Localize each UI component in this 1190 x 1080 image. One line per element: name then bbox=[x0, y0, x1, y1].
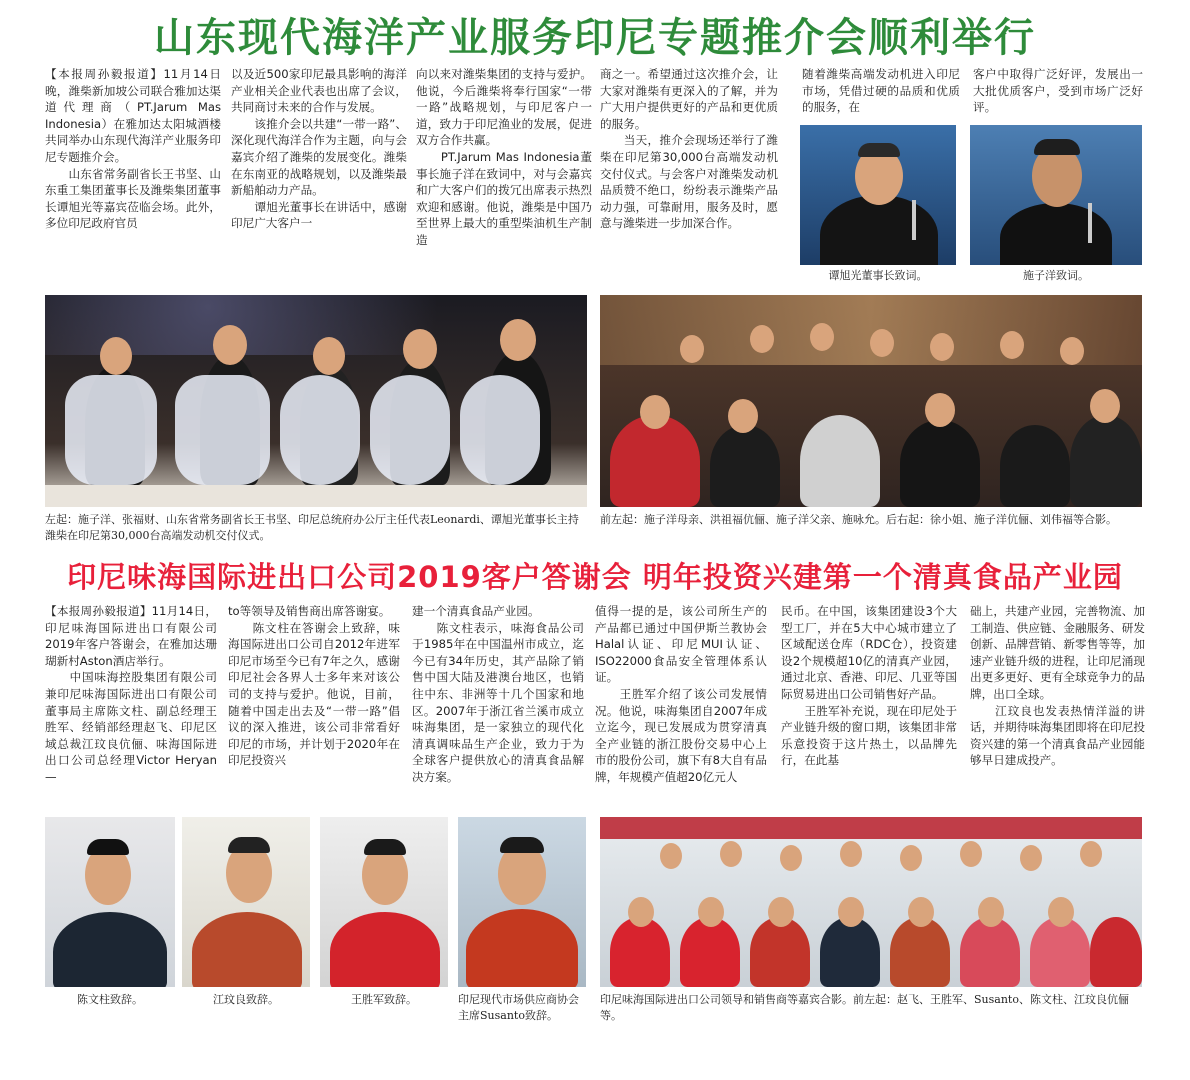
caption-engine-delivery: 左起：施子洋、张福财、山东省常务副省长王书坚、印尼总统府办公厅主任代表Leonardi、谭旭光董事长主持潍柴在印尼第30,000台高端发动机交付仪式。 bbox=[45, 513, 579, 542]
article2-column-4: 值得一提的是，该公司所生产的产品都已通过中国伊斯兰教协会Halal认证、印尼MUI认证、ISO22000食品安全管理体系认证。 王胜军介绍了该公司发展情况。他说，味海集团自2007年成立迄今，现已发展成为贯穿清真全产业链的浙江股份交易中心上市的股份公司，旗下有8大自有品牌，年规模产值超20亿元人 bbox=[595, 604, 767, 784]
article2-column-6: 础上，共建产业园，完善物流、加工制造、供应链、金融服务、研发创新、品牌营销、新零售等等，加速产业链升级的进程，让印尼涌现出更多更好、更有全球竞争力的品牌，出口全球。 江玟良也发表热情洋溢的讲话，并期待味海集团即将在印尼投资兴建的第一个清真食品产业园能够早日建成投产。 bbox=[970, 604, 1145, 768]
article1-column-4: 商之一。希望通过这次推介会，让大家对潍柴有更深入的了解，并为广大用户提供更好的产品和更优质的服务。 当天，推介会现场还举行了潍柴在印尼第30,000台高端发动机交付仪式。与会客户对潍柴发动机品质赞不绝口，纷纷表示潍柴产品动力强，可靠耐用，服务及时，愿意与潍柴进一步加深合作。 bbox=[600, 67, 778, 231]
article1-column-5: 随着潍柴高端发动机进入印尼市场，凭借过硬的品质和优质的服务，在 bbox=[802, 67, 960, 115]
article1-column-6: 客户中取得广泛好评，发展出一大批优质客户，受到市场广泛好评。 bbox=[973, 67, 1143, 115]
photo-susanto bbox=[458, 817, 586, 987]
photo-group-shi-family bbox=[600, 295, 1142, 507]
caption-group-shi-family: 前左起：施子洋母亲、洪祖福伉俪、施子洋父亲、施咏允。后右起：徐小姐、施子洋伉俪、刘伟福等合影。 bbox=[600, 513, 1117, 526]
photo-speaker-tan-xuguang bbox=[800, 125, 956, 265]
photo-jiang-wenliang bbox=[182, 817, 310, 987]
photo-wang-shengjun bbox=[320, 817, 448, 987]
headline-weihai-appreciation: 印尼味海国际进出口公司2019客户答谢会 明年投资兴建第一个清真食品产业园 bbox=[67, 560, 1123, 594]
photo-group-weihai bbox=[600, 817, 1142, 987]
article1-column-2: 以及近500家印尼最具影响的海洋产业相关企业代表也出席了会议，共同商讨未来的合作与发展。 该推介会以共建“一带一路”、深化现代海洋合作为主题，向与会嘉宾介绍了潍柴的发展变化。潍柴在东南亚的战略规划，以及潍柴最新船舶动力产品。 谭旭光董事长在讲话中，感谢印尼广大客户一 bbox=[231, 67, 407, 231]
article2-column-2: to等领导及销售商出席答谢宴。 陈文柱在答谢会上致辞，味海国际进出口公司自2012年进军印尼市场至今已有7年之久，感谢印尼社会各界人士多年来对该公司的支持与爱护。他说，目前，随着中国走出去及“一带一路”倡议的深入推进，该公司非常看好印尼的市场，并计划于2020年在印尼投资兴 bbox=[228, 604, 400, 768]
photo-speaker-shi-ziyang bbox=[970, 125, 1142, 265]
caption-speaker-1: 谭旭光董事长致词。 bbox=[828, 269, 928, 282]
article2-column-3: 建一个清真食品产业园。 陈文柱表示，味海食品公司于1985年在中国温州市成立，迄今已有34年历史，其产品除了销售中国大陆及港澳台地区，也销往中东、非洲等十几个国家和地区。2007年于浙江省兰溪市成立味海集团，是一家独立的现代化清真调味品生产企业，致力于为全球客户提供放心的清真食品解决方案。 bbox=[412, 604, 584, 784]
caption-susanto: 印尼现代市场供应商协会主席Susanto致辞。 bbox=[458, 993, 579, 1022]
caption-jiang-wenliang: 江玟良致辞。 bbox=[213, 993, 279, 1006]
caption-group-weihai: 印尼味海国际进出口公司领导和销售商等嘉宾合影。前左起：赵飞、王胜军、Susanto、陈文柱、江玟良伉俪等。 bbox=[600, 993, 1129, 1022]
caption-speaker-2: 施子洋致词。 bbox=[1023, 269, 1089, 282]
caption-wang-shengjun: 王胜军致辞。 bbox=[351, 993, 417, 1006]
article1-column-1: 【本报周孙毅报道】11月14日晚，潍柴新加坡公司联合雅加达渠道代理商（PT.Jarum Mas Indonesia）在雅加达太阳城酒楼共同举办山东现代海洋产业服务印尼专题推介会。 山东省常务副省长王书坚、山东重工集团董事长及潍柴集团董事长谭旭光等嘉宾莅临会场。此外，多位印尼政府官员 bbox=[45, 67, 221, 231]
photo-engine-delivery-ceremony bbox=[45, 295, 587, 507]
headline-shandong-marine: 山东现代海洋产业服务印尼专题推介会顺利举行 bbox=[154, 15, 1036, 61]
caption-chen-wenzhu: 陈文柱致辞。 bbox=[77, 993, 143, 1006]
article2-column-5: 民币。在中国，该集团建设3个大型工厂，并在5大中心城市建立了区域配送仓库（RDC仓），投资建设2个规模超10亿的清真产业园，通过北京、香港、印尼、几亚等国际贸易进出口公司销售好产品。 王胜军补充说，现在印尼处于产业链升级的窗口期，该集团非常乐意投资于这片热土，以品牌先行，在此基 bbox=[781, 604, 957, 768]
article1-column-3: 向以来对潍柴集团的支持与爱护。他说，今后潍柴将奉行国家“一带一路”战略规划，与印尼客户一道，致力于印尼渔业的发展，促进双方合作共赢。 PT.Jarum Mas Indonesia董事长施子洋在致词中，对与会嘉宾和广大客户们的拨冗出席表示热烈欢迎和感谢。他说，潍柴是中国乃至世界上最大的重型柴油机生产制造 bbox=[416, 67, 592, 247]
article2-column-1: 【本报周孙毅报道】11月14日，印尼味海国际进出口有限公司2019年客户答谢会，在雅加达珊瑚新村Aston酒店举行。 中国味海控股集团有限公司兼印尼味海国际进出口有限公司董事局主席陈文柱、副总经理王胜军、经销部经理赵飞、印尼区域总裁江玟良伉俪、味海国际进出口公司总经理Victor Heryan— bbox=[45, 604, 217, 784]
photo-chen-wenzhu bbox=[45, 817, 175, 987]
